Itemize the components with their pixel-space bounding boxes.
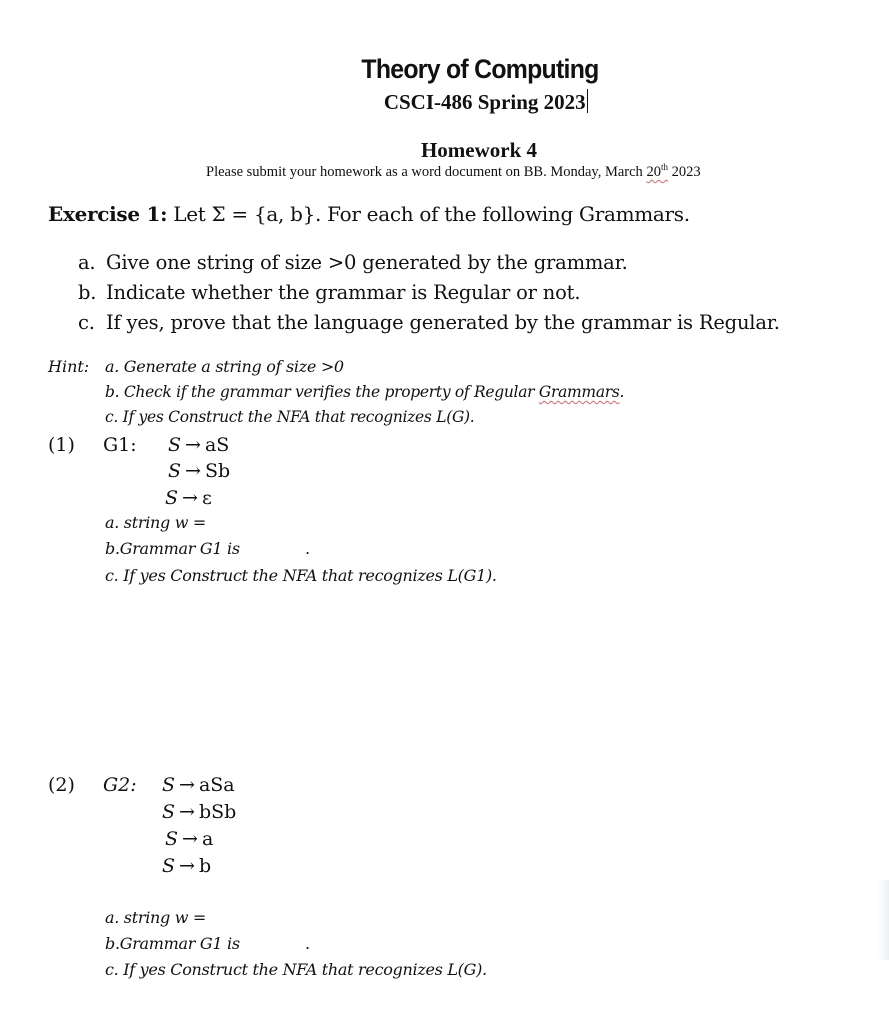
submission-instructions: Please submit your homework as a word document on BB. Monday, March 20th 2023 <box>206 162 701 180</box>
production-rule: S → aS <box>168 434 230 456</box>
exercise-statement <box>48 202 690 226</box>
answer-grammar-type: b.Grammar G1 is <box>105 934 240 953</box>
answer-period: . <box>305 539 310 558</box>
hint-line: a. Generate a string of size >0 <box>105 357 344 376</box>
grammar2-label: G2: <box>103 774 137 796</box>
hint-line: c. If yes Construct the NFA that recognizes L(G). <box>105 408 475 426</box>
answer-string: a. string w = <box>105 908 207 927</box>
course-name: CSCI-486 Spring 2023 <box>383 90 586 114</box>
list-item: b. Indicate whether the grammar is Regular or not. <box>78 281 581 304</box>
production-rule: S → ε <box>165 487 212 509</box>
answer-nfa: c. If yes Construct the NFA that recognizes L(G1). <box>105 566 497 585</box>
exercise-text: Let Σ = {a, b}. For each of the following Grammars. <box>167 202 690 226</box>
document-title: Theory of Computing <box>361 54 599 84</box>
course-line[interactable] <box>0 89 889 115</box>
answer-period: . <box>305 934 310 953</box>
answer-string: a. string w = <box>105 513 207 532</box>
hint-line: b. Check if the grammar verifies the property of Regular Grammars. <box>105 383 625 401</box>
production-rule: S → aSa <box>162 774 235 796</box>
scrollbar-edge[interactable] <box>877 880 889 960</box>
spellcheck-day[interactable]: 20th <box>646 162 668 180</box>
hint-label: Hint: <box>48 357 90 376</box>
answer-nfa: c. If yes Construct the NFA that recognizes L(G). <box>105 960 487 979</box>
text-cursor <box>587 89 589 113</box>
exercise-label: Exercise 1: <box>48 202 168 226</box>
grammar1-label: G1: <box>103 434 137 456</box>
production-rule: S → b <box>162 855 212 877</box>
grammar1-number: (1) <box>48 434 75 456</box>
list-item: a. Give one string of size >0 generated by the grammar. <box>78 251 628 274</box>
list-item: c. If yes, prove that the language generated by the grammar is Regular. <box>78 311 780 334</box>
production-rule: S → bSb <box>162 801 237 823</box>
production-rule: S → Sb <box>168 460 231 482</box>
answer-grammar-type: b.Grammar G1 is <box>105 539 240 558</box>
production-rule: S → a <box>165 828 214 850</box>
homework-heading: Homework 4 <box>420 138 538 162</box>
grammar2-number: (2) <box>48 774 75 796</box>
spellcheck-grammars[interactable]: Grammars <box>538 383 620 401</box>
